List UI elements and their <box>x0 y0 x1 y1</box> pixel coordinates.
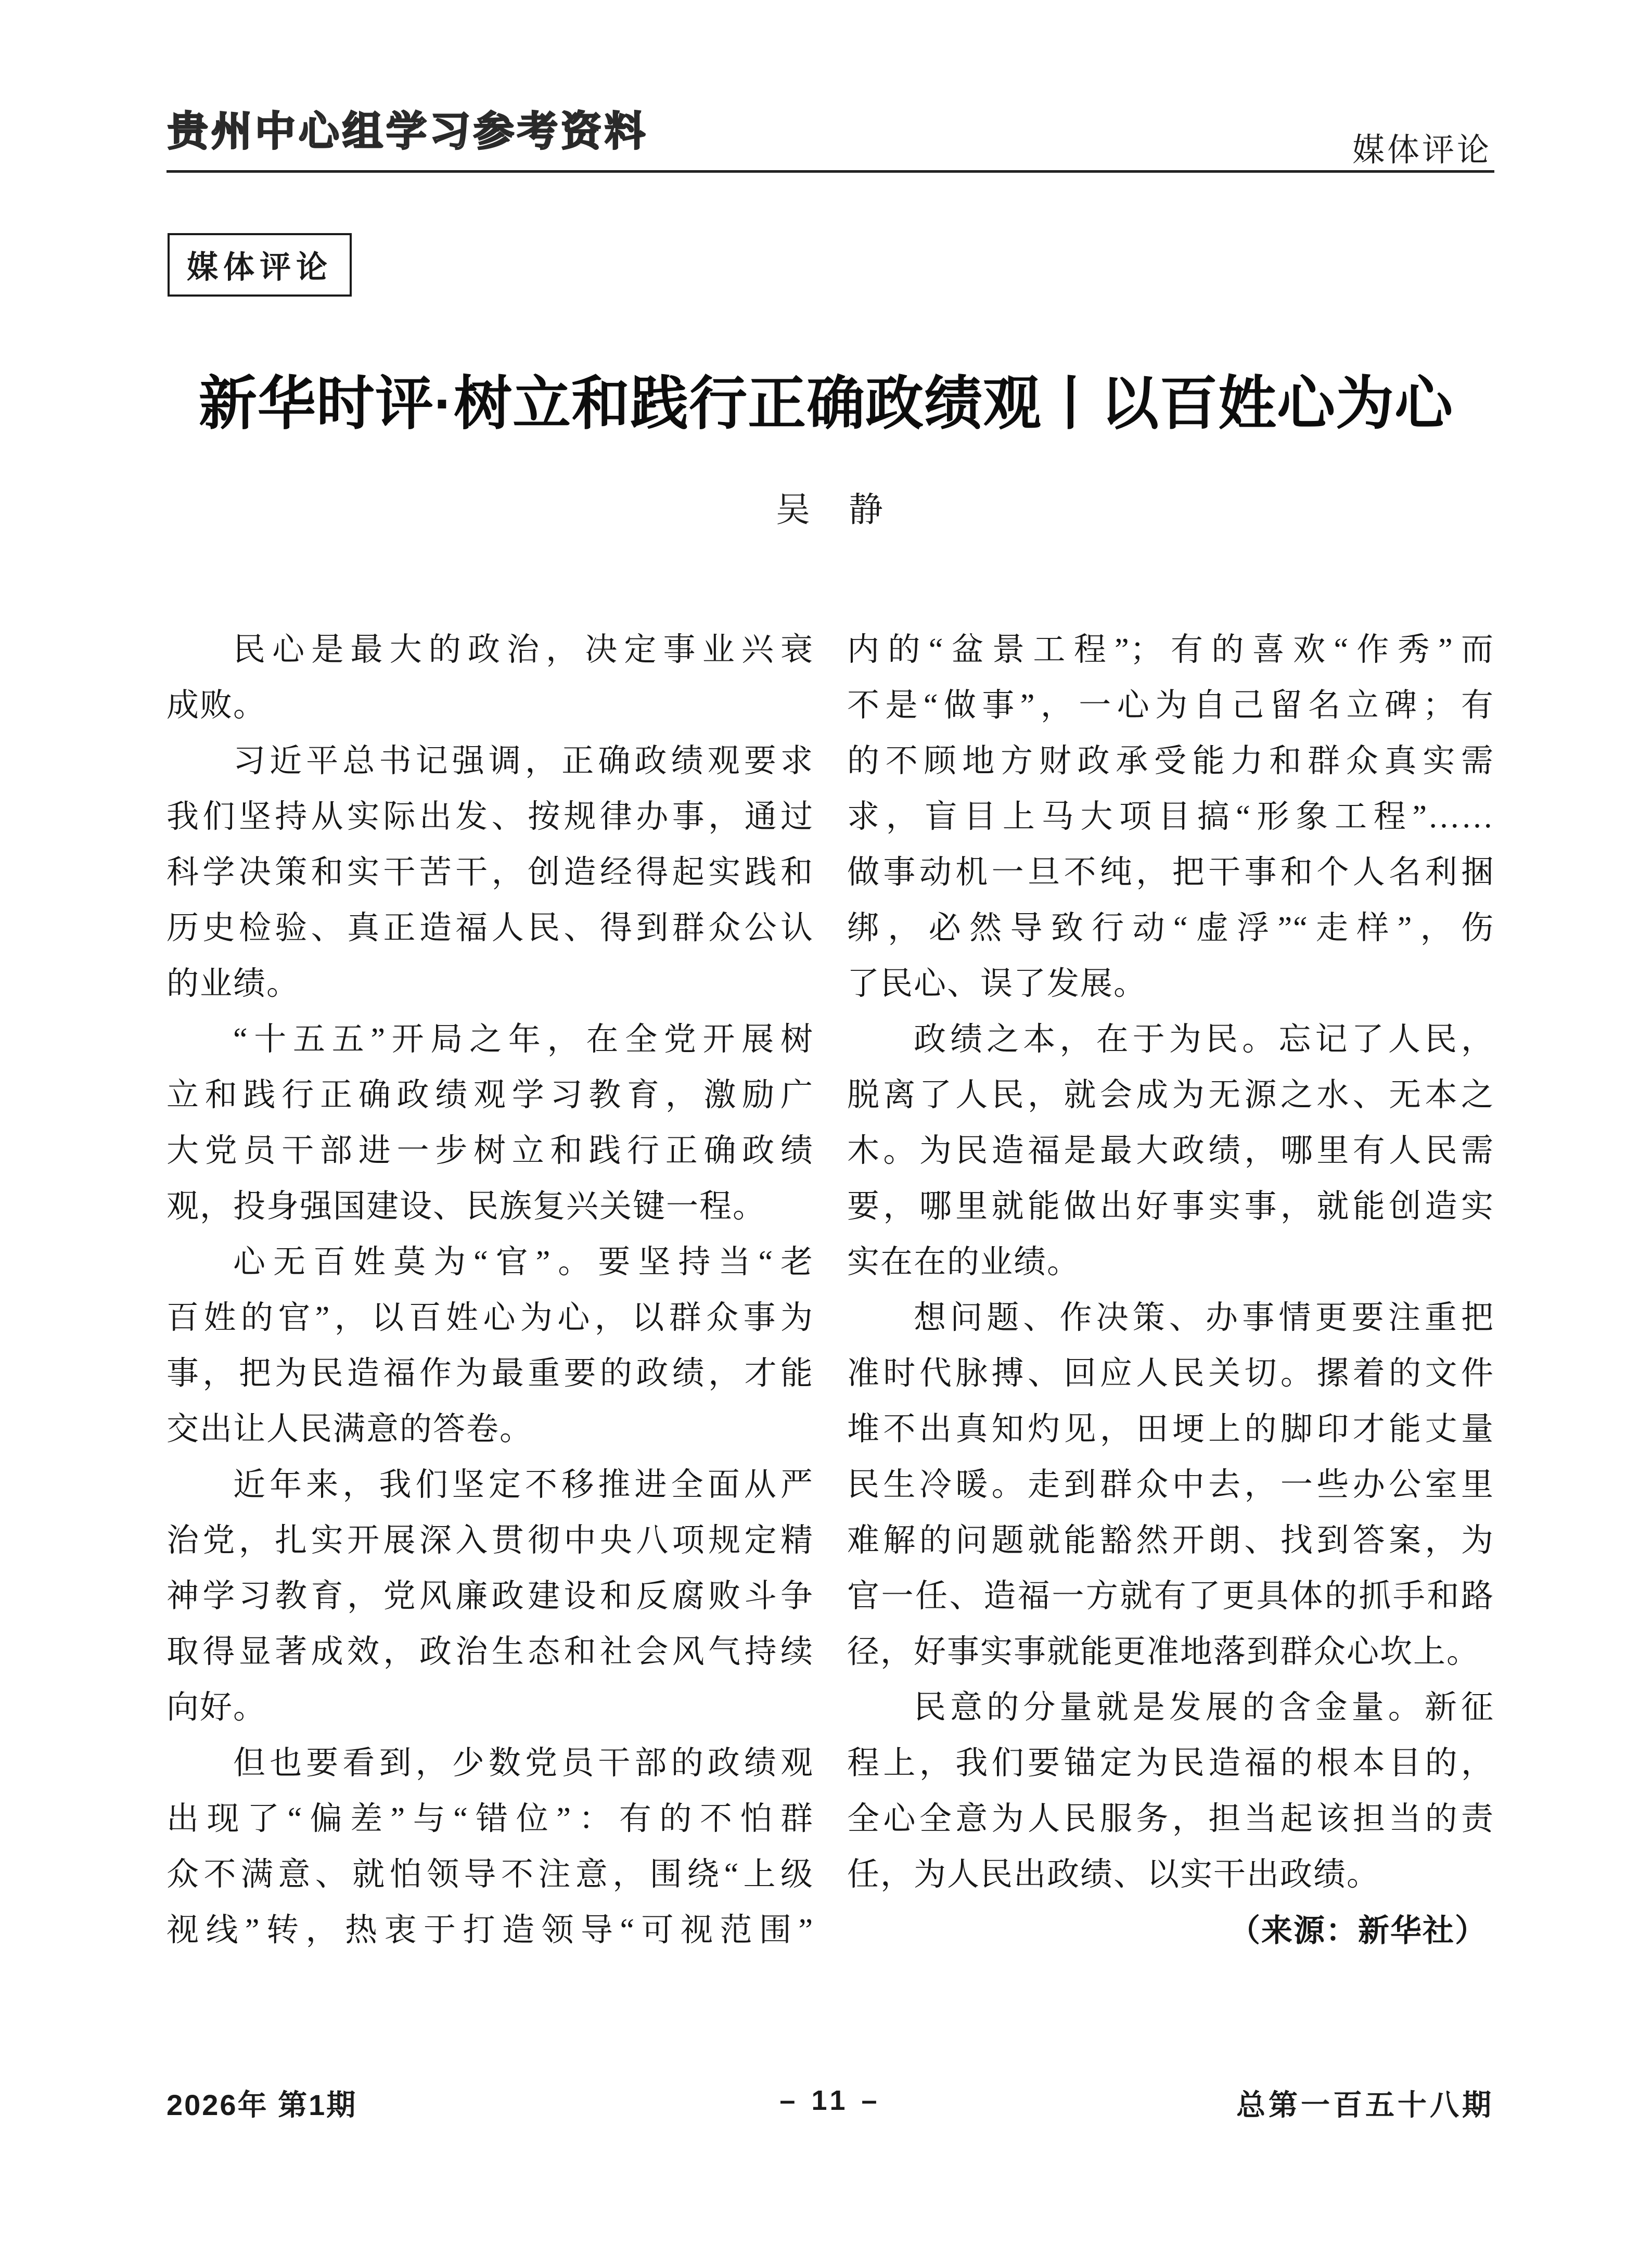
body-text-line: 了民心、误了发展。 <box>847 966 1147 1002</box>
body-text-line: 成败。 <box>167 688 267 723</box>
body-text-line: 我们坚持从实际出发、按规律办事，通过 <box>167 799 814 835</box>
body-text-line: 习近平总书记强调，正确政绩观要求 <box>233 744 814 779</box>
section-badge-label: 媒体评论 <box>187 250 332 285</box>
body-text-line: “十五五”开局之年，在全党开展树 <box>233 1022 814 1057</box>
body-text-line: 堆不出真知灼见，田埂上的脚印才能丈量 <box>847 1412 1494 1447</box>
body-text-line: 百姓的官”，以百姓心为心，以群众事为 <box>167 1300 814 1336</box>
body-text-line: 近年来，我们坚定不移推进全面从严 <box>233 1467 814 1503</box>
body-text-line: 全心全意为人民服务，担当起该担当的责 <box>847 1801 1494 1837</box>
body-text-line: 官一任、造福一方就有了更具体的抓手和路 <box>847 1579 1494 1614</box>
body-text-line: 观，投身强国建设、民族复兴关键一程。 <box>167 1189 766 1224</box>
body-text-line: 治党，扎实开展深入贯彻中央八项规定精 <box>167 1523 814 1558</box>
running-head-section-label: 媒体评论 <box>1352 133 1492 168</box>
footer-page-number: – 11 – <box>779 2085 881 2116</box>
body-text-line: 要，哪里就能做出好事实事，就能创造实 <box>847 1189 1494 1224</box>
body-text-line: 向好。 <box>167 1690 267 1725</box>
text-column-right <box>847 622 1494 1958</box>
body-text-line: 绑，必然导致行动“虚浮”“走样”，伤 <box>847 911 1494 946</box>
article-body <box>167 622 1494 1958</box>
body-text-line: 交出让人民满意的答卷。 <box>167 1412 533 1447</box>
body-text-line: 的业绩。 <box>167 966 300 1002</box>
text-column-left <box>167 622 814 1958</box>
body-text-line: 内的“盆景工程”；有的喜欢“作秀”而 <box>847 632 1494 668</box>
article-title: 新华时评·树立和践行正确政绩观丨以百姓心为心 <box>198 371 1454 436</box>
body-text-line: 木。为民造福是最大政绩，哪里有人民需 <box>847 1133 1494 1169</box>
body-text-line: 求，盲目上马大项目搞“形象工程”…… <box>847 799 1494 835</box>
body-text-line: 政绩之本，在于为民。忘记了人民， <box>914 1022 1494 1057</box>
body-text-line: 准时代脉搏、回应人民关切。摞着的文件 <box>847 1356 1494 1391</box>
footer-cumulative-issue-label: 总第一百五十八期 <box>1236 2089 1494 2121</box>
body-text-line: 立和践行正确政绩观学习教育，激励广 <box>167 1078 814 1113</box>
body-text-line: 民心是最大的政治，决定事业兴衰 <box>233 632 814 668</box>
body-text-line: 难解的问题就能豁然开朗、找到答案，为 <box>847 1523 1494 1558</box>
article-author: 吴 静 <box>776 491 885 529</box>
body-text-line: 科学决策和实干苦干，创造经得起实践和 <box>167 855 814 890</box>
body-text-line: 不是“做事”，一心为自己留名立碑；有 <box>847 688 1494 723</box>
body-text-line: 想问题、作决策、办事情更要注重把 <box>914 1300 1494 1336</box>
body-text-line: 心无百姓莫为“官”。要坚持当“老 <box>233 1245 814 1280</box>
body-text-line: 神学习教育，党风廉政建设和反腐败斗争 <box>167 1579 814 1614</box>
body-text-line: 任，为人民出政绩、以实干出政绩。 <box>847 1857 1380 1892</box>
body-text-line: 视线”转，热衷于打造领导“可视范围” <box>167 1913 814 1948</box>
footer-issue-label: 2026年 第1期 <box>167 2089 357 2121</box>
body-text-line: 做事动机一旦不纯，把干事和个人名利捆 <box>847 855 1494 890</box>
body-text-line: 程上，我们要锚定为民造福的根本目的， <box>847 1746 1494 1781</box>
body-text-line: 脱离了人民，就会成为无源之水、无本之 <box>847 1078 1494 1113</box>
header-rule <box>167 170 1494 173</box>
body-text-line: 但也要看到，少数党员干部的政绩观 <box>233 1746 814 1781</box>
body-text-line: 径，好事实事就能更准地落到群众心坎上。 <box>847 1634 1480 1670</box>
body-text-line: 实在在的业绩。 <box>847 1245 1081 1280</box>
body-text-line: 取得显著成效，政治生态和社会风气持续 <box>167 1634 814 1670</box>
journal-masthead-outline-text: 贵州中心组学习参考资料 <box>168 108 649 154</box>
body-text-line: 的不顾地方财政承受能力和群众真实需 <box>847 744 1494 779</box>
page-footer <box>167 2082 1494 2124</box>
body-text-line: 历史检验、真正造福人民、得到群众公认 <box>167 911 814 946</box>
body-text-line: 出现了“偏差”与“错位”：有的不怕群 <box>167 1801 814 1837</box>
section-badge <box>168 233 352 297</box>
body-text-line: 事，把为民造福作为最重要的政绩，才能 <box>167 1356 814 1391</box>
body-text-line: 民意的分量就是发展的含金量。新征 <box>914 1690 1494 1725</box>
body-text-line: 民生冷暖。走到群众中去，一些办公室里 <box>847 1467 1494 1503</box>
body-text-line: 众不满意、就怕领导不注意，围绕“上级 <box>167 1857 814 1892</box>
body-text-line: 大党员干部进一步树立和践行正确政绩 <box>167 1133 814 1169</box>
source-attribution-line: （来源：新华社） <box>1229 1913 1487 1948</box>
